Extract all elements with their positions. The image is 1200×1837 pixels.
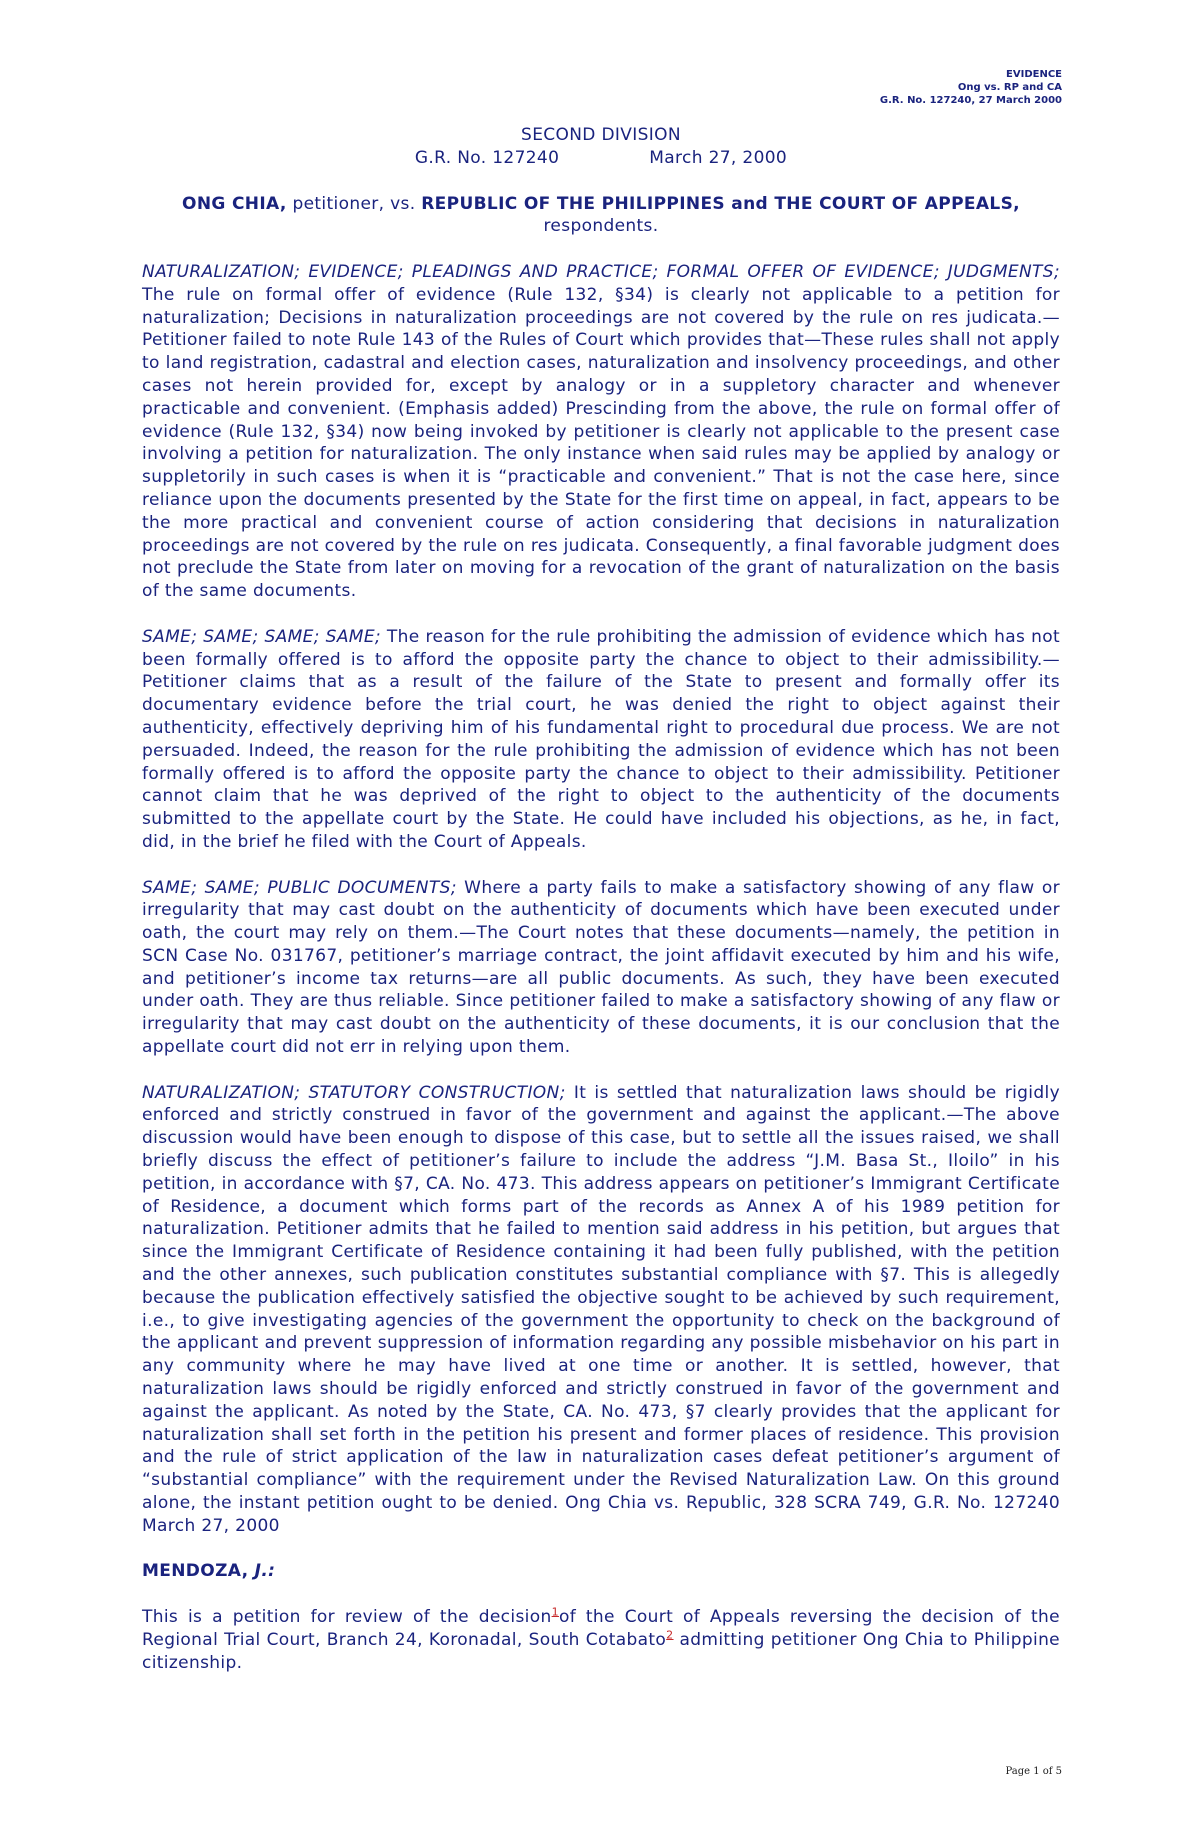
syllabus-text: The reason for the rule prohibiting the admission of evidence which has not been formally offered is to afford the opposite party the chance to object to their admissibility.—Petitioner claims that as a result of the failure of the State to present and formally offer its documentary evidence before the trial court, he was denied the right to object against their authenticity, effectively depriving him of his fundamental right to procedural due process. We are not persuaded. Indeed, the reason for the rule prohibiting the admission of evidence which has not been formally offered is to afford the opposite party the chance to object to their admissibility. Petitioner cannot claim that he was deprived of the right to object to the authenticity of the documents submitted to the appellate court by the State. He could have included his objections, as he, in fact, did, in the brief he filed with the Court of Appeals. [142, 626, 1060, 852]
respondents-name: REPUBLIC OF THE PHILIPPINES and THE COURT OF APPEALS, [421, 193, 1020, 214]
opening-text: admitting petitioner Ong Chia to Philippine citizenship. [142, 1629, 1060, 1673]
syllabus-paragraph [142, 261, 1060, 603]
syllabus-heading: NATURALIZATION; EVIDENCE; PLEADINGS AND PRACTICE; FORMAL OFFER OF EVIDENCE; JUDGMENTS; [142, 261, 1060, 282]
ponente-title: J.: [248, 1561, 276, 1582]
opening-text: This is a petition for review of the decision [142, 1607, 552, 1627]
syllabus-heading: SAME; SAME; PUBLIC DOCUMENTS; [142, 877, 457, 898]
syllabus-heading: NATURALIZATION; STATUTORY CONSTRUCTION; [142, 1082, 566, 1103]
syllabus-heading: SAME; SAME; SAME; SAME; [142, 626, 381, 647]
opening-text: of the Court of Appeals reversing the decision of the Regional Trial Court, Branch 24, Koronadal, South Cotabato [142, 1607, 1060, 1650]
header-subject: EVIDENCE [1006, 69, 1062, 80]
ponente [142, 1560, 1060, 1583]
decision-date: March 27, 2000 [649, 147, 788, 168]
header-case-number: G.R. No. 127240, 27 March 2000 [879, 95, 1062, 106]
syllabus-text: It is settled that naturalization laws should be rigidly enforced and strictly construed in favor of the government and against the applicant.—The above discussion would have been enough to dispose of this case, but to settle all the issues raised, we shall briefly discuss the effect of petitioner’s failure to include the address “J.M. Basa St., Iloilo” in his petition, in accordance with §7, CA. No. 473. This address appears on petitioner’s Immigrant Certificate of Residence, a document which forms part of the records as Annex A of his 1989 petition for naturalization. Petitioner admits that he failed to mention said address in his petition, but argues that since the Immigrant Certificate of Residence containing it had been fully published, with the petition and the other annexes, such publication constitutes substantial compliance with §7. This is allegedly because the publication effectively satisfied the objective sought to be achieved by such requirement, i.e., to give investigating agencies of the government the opportunity to check on the background of the applicant and prevent suppression of information regarding any possible misbehavior on his part in any community where he may have lived at one time or another. It is settled, however, that naturalization laws should be rigidly enforced and strictly construed in favor of the government and against the applicant. As noted by the State, CA. No. 473, §7 clearly provides that the applicant for naturalization shall set forth in the petition his present and former places of residence. This provision and the rule of strict application of the law in naturalization cases defeat petitioner’s argument of “substantial compliance” with the requirement under the Revised Naturalization Law. On this ground alone, the instant petition ought to be denied. Ong Chia vs. Republic, 328 SCRA 749, G.R. No. 127240 March 27, 2000 [142, 1082, 1060, 1536]
syllabus-paragraph [142, 1082, 1060, 1538]
petitioner-name: ONG CHIA, [182, 193, 287, 214]
syllabus-text: Where a party fails to make a satisfactory showing of any flaw or irregularity that may cast doubt on the authenticity of documents which have been executed under oath, the court may rely on them.—The Court notes that these documents—namely, the petition in SCN Case No. 031767, petitioner’s marriage contract, the joint affidavit executed by him and his wife, and petitioner’s income tax returns—are all public documents. As such, they have been executed under oath. They are thus reliable. Since petitioner failed to make a satisfactory showing of any flaw or irregularity that may cast doubt on the authenticity of these documents, it is our conclusion that the appellate court did not err in relying upon them. [142, 877, 1060, 1058]
document-body [142, 124, 1060, 1674]
footnote-link-2[interactable]: 2 [666, 1628, 674, 1642]
syllabus-paragraph [142, 626, 1060, 854]
opening-paragraph [142, 1606, 1060, 1674]
footnote-link-1[interactable]: 1 [551, 1605, 559, 1619]
ponente-name: MENDOZA, [142, 1561, 249, 1582]
header-case-title: Ong vs. RP and CA [957, 82, 1062, 93]
page-number: Page 1 of 5 [1005, 1766, 1062, 1777]
running-header [880, 68, 1062, 107]
case-number-row [142, 147, 1060, 170]
gr-number: G.R. No. 127240 [414, 147, 560, 168]
case-caption [142, 193, 1060, 239]
petitioner-role: petitioner, vs. [286, 193, 422, 214]
syllabus-text: The rule on formal offer of evidence (Rule 132, §34) is clearly not applicable to a petition for naturalization; Decisions in naturalization proceedings are not covered by the rule on res judicata.—Petitioner failed to note Rule 143 of the Rules of Court which provides that—These rules shall not apply to land registration, cadastral and election cases, naturalization and insolvency proceedings, and other cases not herein provided for, except by analogy or in a suppletory character and whenever practicable and convenient. (Emphasis added) Prescinding from the above, the rule on formal offer of evidence (Rule 132, §34) now being invoked by petitioner is clearly not applicable to the present case involving a petition for naturalization. The only instance when said rules may be applied by analogy or suppletorily in such cases is when it is “practicable and convenient.” That is not the case here, since reliance upon the documents presented by the State for the first time on appeal, in fact, appears to be the more practical and convenient course of action considering that decisions in naturalization proceedings are not covered by the rule on res judicata. Consequently, a final favorable judgment does not preclude the State from later on moving for a revocation of the grant of naturalization on the basis of the same documents. [142, 284, 1060, 602]
respondents-role: respondents. [543, 216, 659, 237]
syllabus-paragraph [142, 877, 1060, 1059]
division-label: SECOND DIVISION [521, 125, 681, 145]
